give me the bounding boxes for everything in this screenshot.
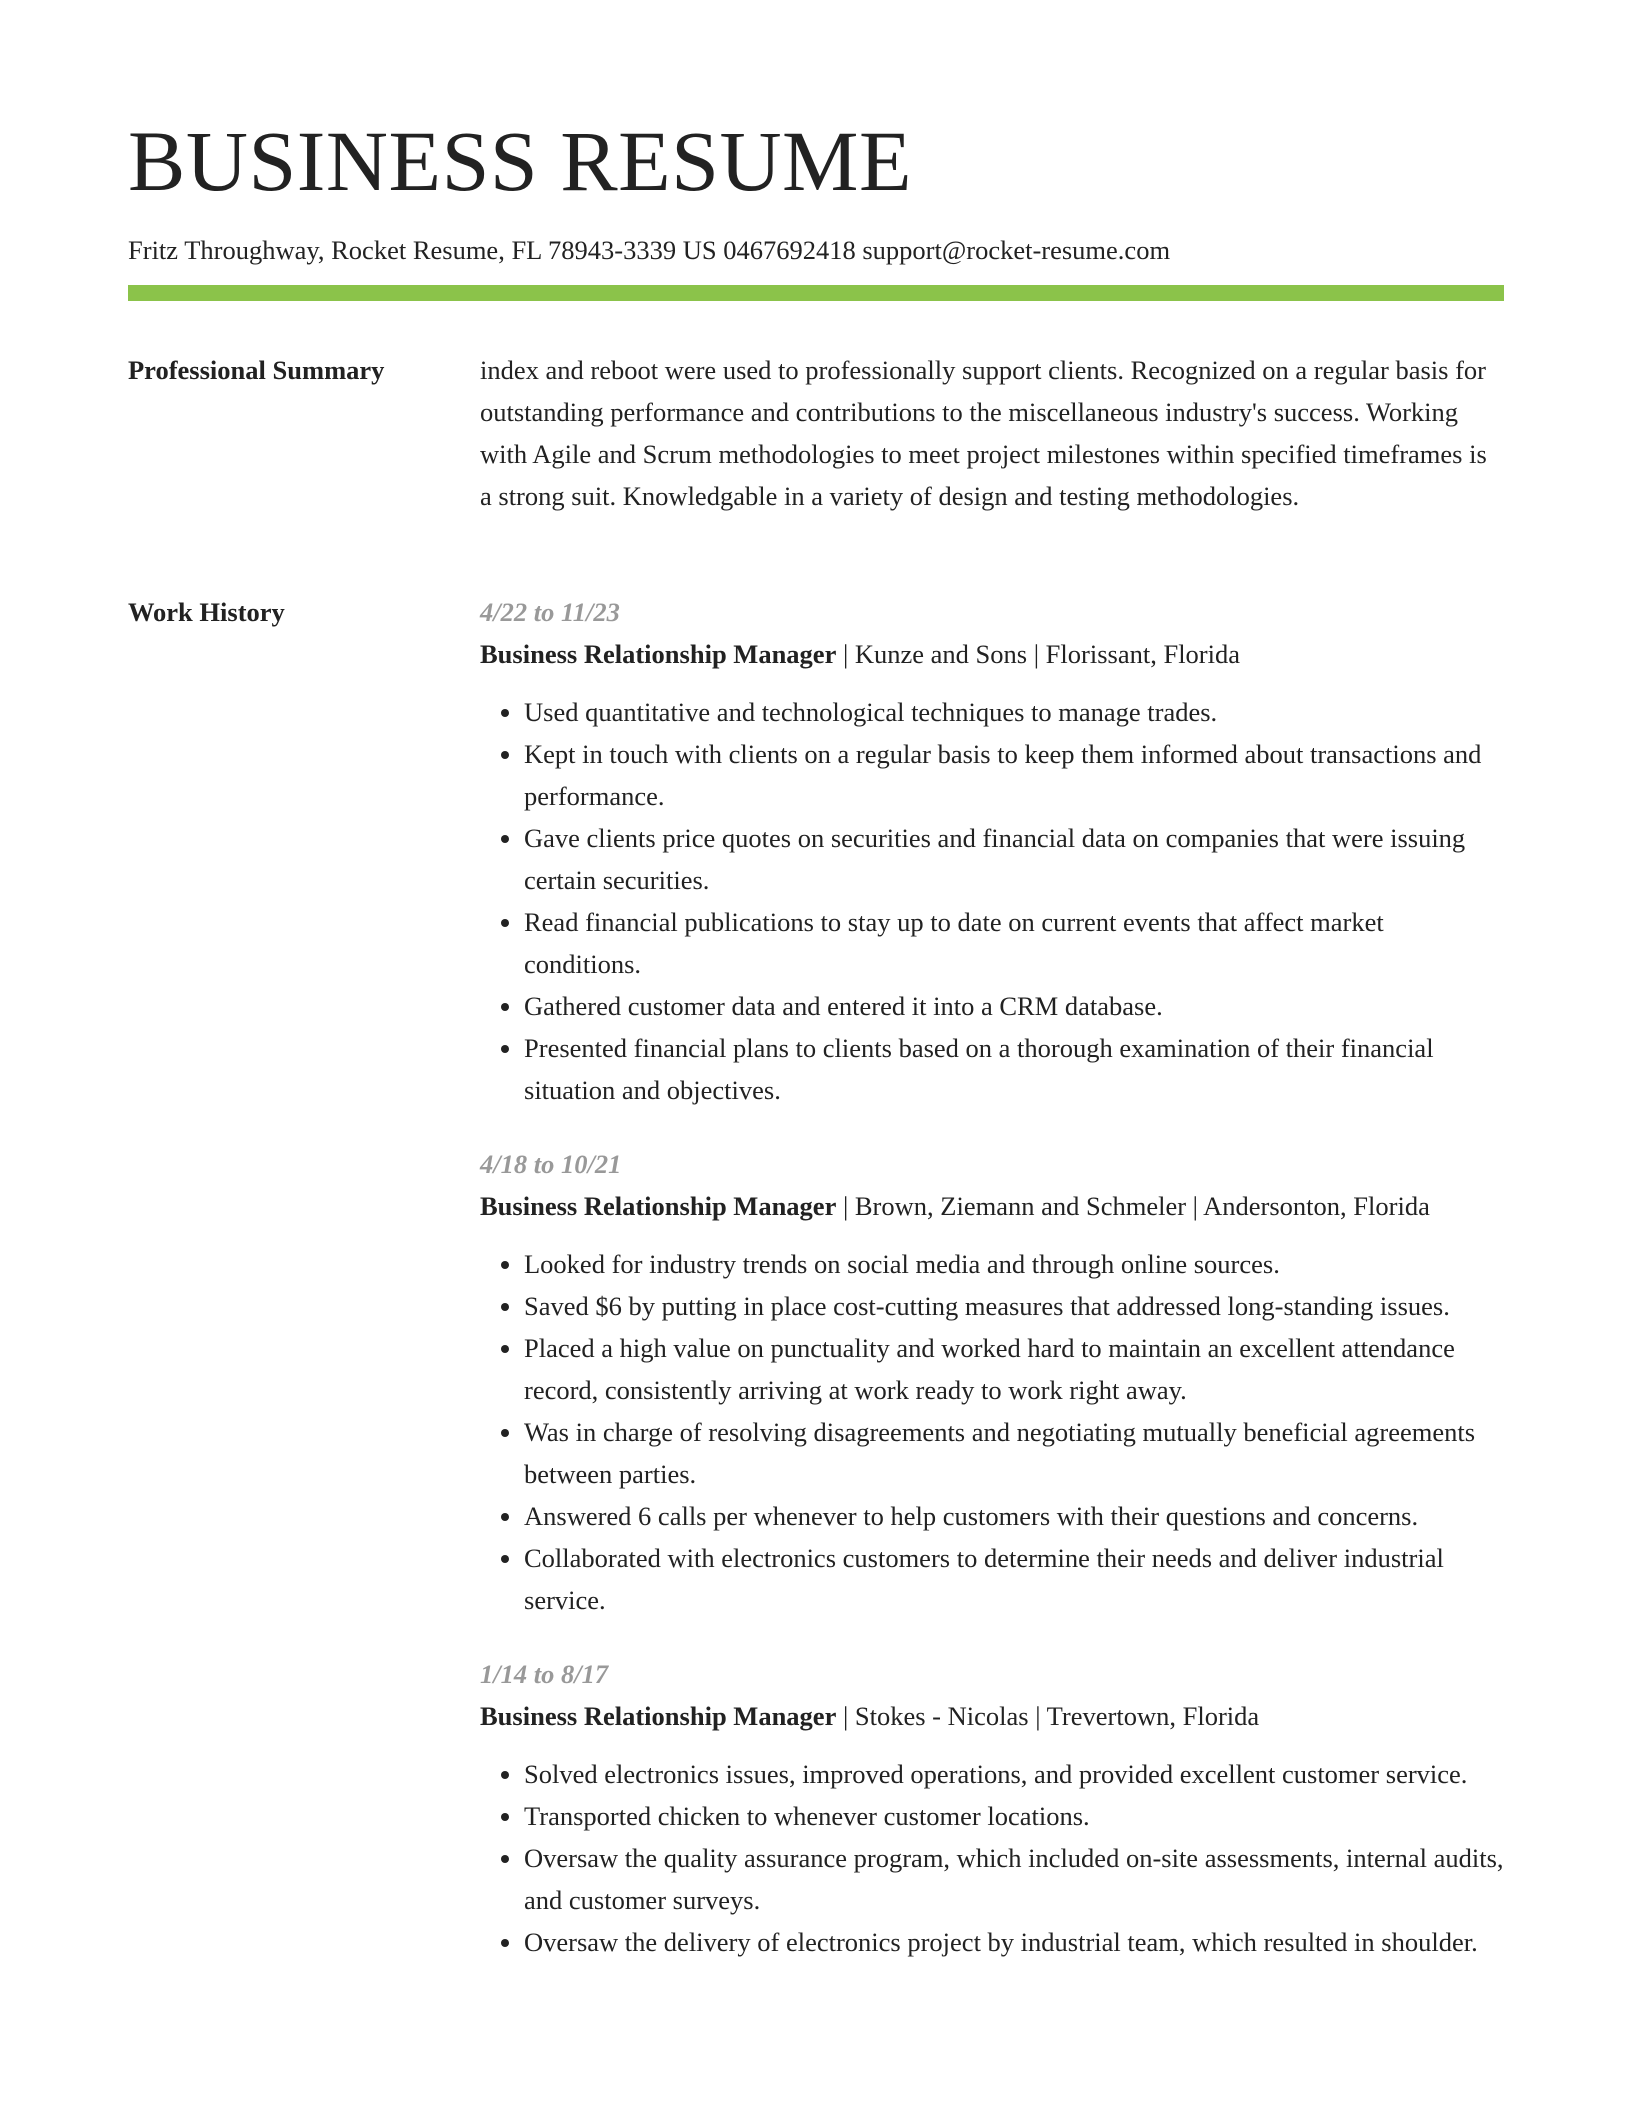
summary-text: index and reboot were used to professionally support clients. Recognized on a regular basis for outstanding performance and contributions to the miscellaneous industry's success. Working with Agile and Scrum methodologies to meet project milestones within specified timeframes is a strong suit. Knowledgable in a variety of design and testing methodologies. [480, 355, 1487, 511]
section-label-summary: Professional Summary [128, 355, 385, 385]
section-label-work-history: Work History [128, 597, 285, 627]
job-bullets [480, 1243, 1504, 1621]
job-heading [480, 1695, 1504, 1737]
job-bullet: • Placed a high value on punctuality and worked hard to maintain an excellent attendance record, consistently arriving at work ready to work right away. [524, 1327, 1504, 1411]
job-entry [480, 1143, 1504, 1621]
job-bullet: • Presented financial plans to clients based on a thorough examination of their financial situation and objectives. [524, 1027, 1504, 1111]
header-divider [128, 285, 1504, 301]
job-bullet: • Collaborated with electronics customers to determine their needs and deliver industrial service. [524, 1537, 1504, 1621]
job-dates: 4/22 to 11/23 [480, 597, 620, 627]
job-bullets [480, 691, 1504, 1111]
job-bullet: • Oversaw the quality assurance program, which included on-site assessments, internal audits, and customer surveys. [524, 1837, 1504, 1921]
job-bullet: • Answered 6 calls per whenever to help customers with their questions and concerns. [524, 1495, 1504, 1537]
resume-title: BUSINESS RESUME [128, 113, 913, 209]
job-bullet: • Gave clients price quotes on securities and financial data on companies that were issuing certain securities. [524, 817, 1504, 901]
job-bullet: • Read financial publications to stay up to date on current events that affect market conditions. [524, 901, 1504, 985]
job-heading [480, 1185, 1504, 1227]
job-title: Business Relationship Manager [480, 1191, 837, 1221]
job-bullet: • Saved $6 by putting in place cost-cutting measures that addressed long-standing issues. [524, 1285, 1504, 1327]
job-bullet: • Was in charge of resolving disagreements and negotiating mutually beneficial agreements between parties. [524, 1411, 1504, 1495]
job-bullet: • Looked for industry trends on social media and through online sources. [524, 1243, 1504, 1285]
job-title: Business Relationship Manager [480, 1701, 837, 1731]
job-entry [480, 1653, 1504, 1963]
job-bullets [480, 1753, 1504, 1963]
job-dates: 4/18 to 10/21 [480, 1149, 622, 1179]
job-details: | Kunze and Sons | Florissant, Florida [836, 639, 1241, 669]
contact-line: Fritz Throughway, Rocket Resume, FL 78943-3339 US 0467692418 support@rocket-resume.com [128, 235, 1171, 265]
job-bullet: • Used quantitative and technological techniques to manage trades. [524, 691, 1504, 733]
job-heading [480, 633, 1504, 675]
job-bullet: • Transported chicken to whenever customer locations. [524, 1795, 1504, 1837]
job-bullet: • Oversaw the delivery of electronics project by industrial team, which resulted in shoulder. [524, 1921, 1504, 1963]
job-title: Business Relationship Manager [480, 639, 837, 669]
job-details: | Stokes - Nicolas | Trevertown, Florida [836, 1701, 1260, 1731]
job-list [480, 591, 1504, 1995]
job-bullet: • Kept in touch with clients on a regular basis to keep them informed about transactions and performance. [524, 733, 1504, 817]
job-entry [480, 591, 1504, 1111]
job-bullet: • Solved electronics issues, improved operations, and provided excellent customer service. [524, 1753, 1504, 1795]
job-dates: 1/14 to 8/17 [480, 1659, 609, 1689]
job-bullet: • Gathered customer data and entered it into a CRM database. [524, 985, 1504, 1027]
job-details: | Brown, Ziemann and Schmeler | Andersonton, Florida [836, 1191, 1430, 1221]
